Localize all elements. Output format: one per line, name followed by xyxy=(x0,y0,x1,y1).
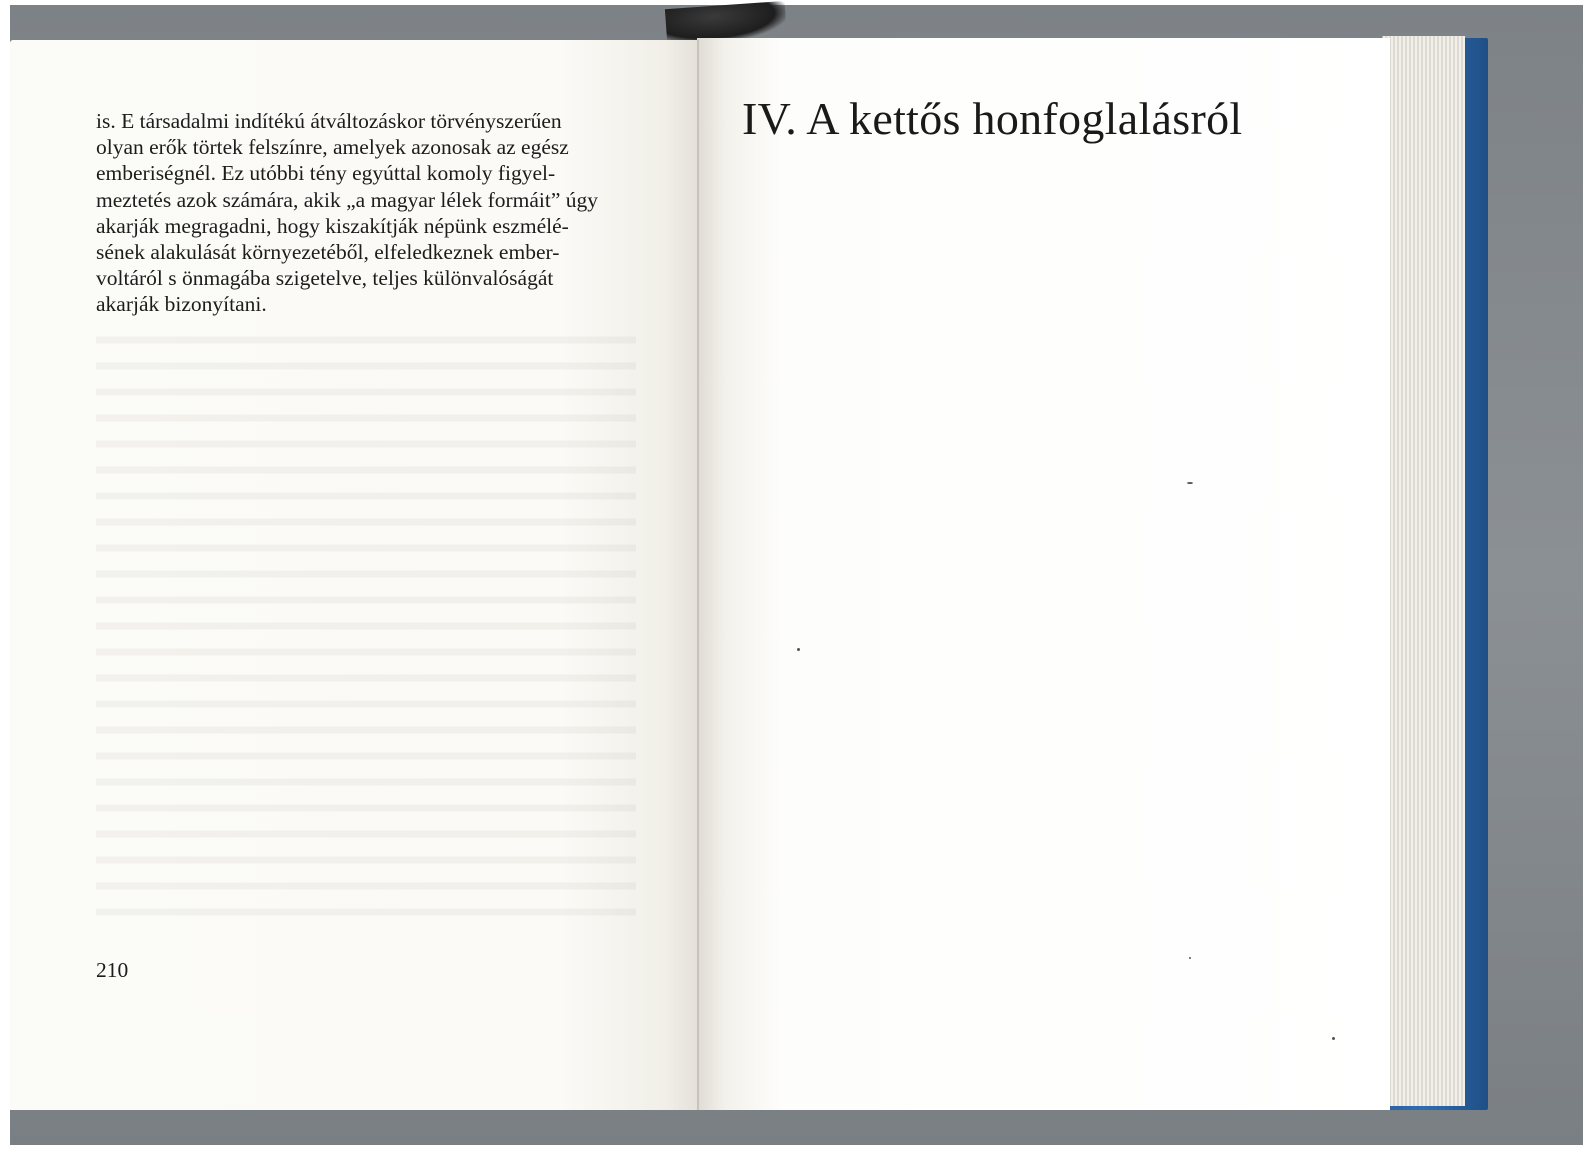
page-number: 210 xyxy=(96,958,129,982)
dust-speck xyxy=(1332,1037,1335,1040)
dust-speck xyxy=(1189,957,1191,959)
body-paragraph: is. E társadalmi indítékú átváltozáskor törvényszerűen olyan erők törtek felszínre, amelyek azonosak az egész emberiségnél. Ez utóbbi tény egyúttal komoly figyel- meztetés azok számára, akik „a magyar lélek formáit” úgy akarják megragadni, hogy kiszakítják népünk eszmélé- sének alakulását környezetéből, elfeledkeznek ember- voltáról s önmagába szigetelve, teljes különvalóságát akarják bizonyítani. xyxy=(96,109,599,317)
dust-speck xyxy=(1187,482,1193,484)
chapter-title: IV. A kettős honfoglalásról xyxy=(742,93,1243,144)
book-gutter xyxy=(697,40,699,1110)
bleed-through-text xyxy=(96,322,636,922)
dust-speck xyxy=(797,648,800,651)
right-page xyxy=(697,38,1390,1110)
page-edges xyxy=(1382,36,1465,1106)
